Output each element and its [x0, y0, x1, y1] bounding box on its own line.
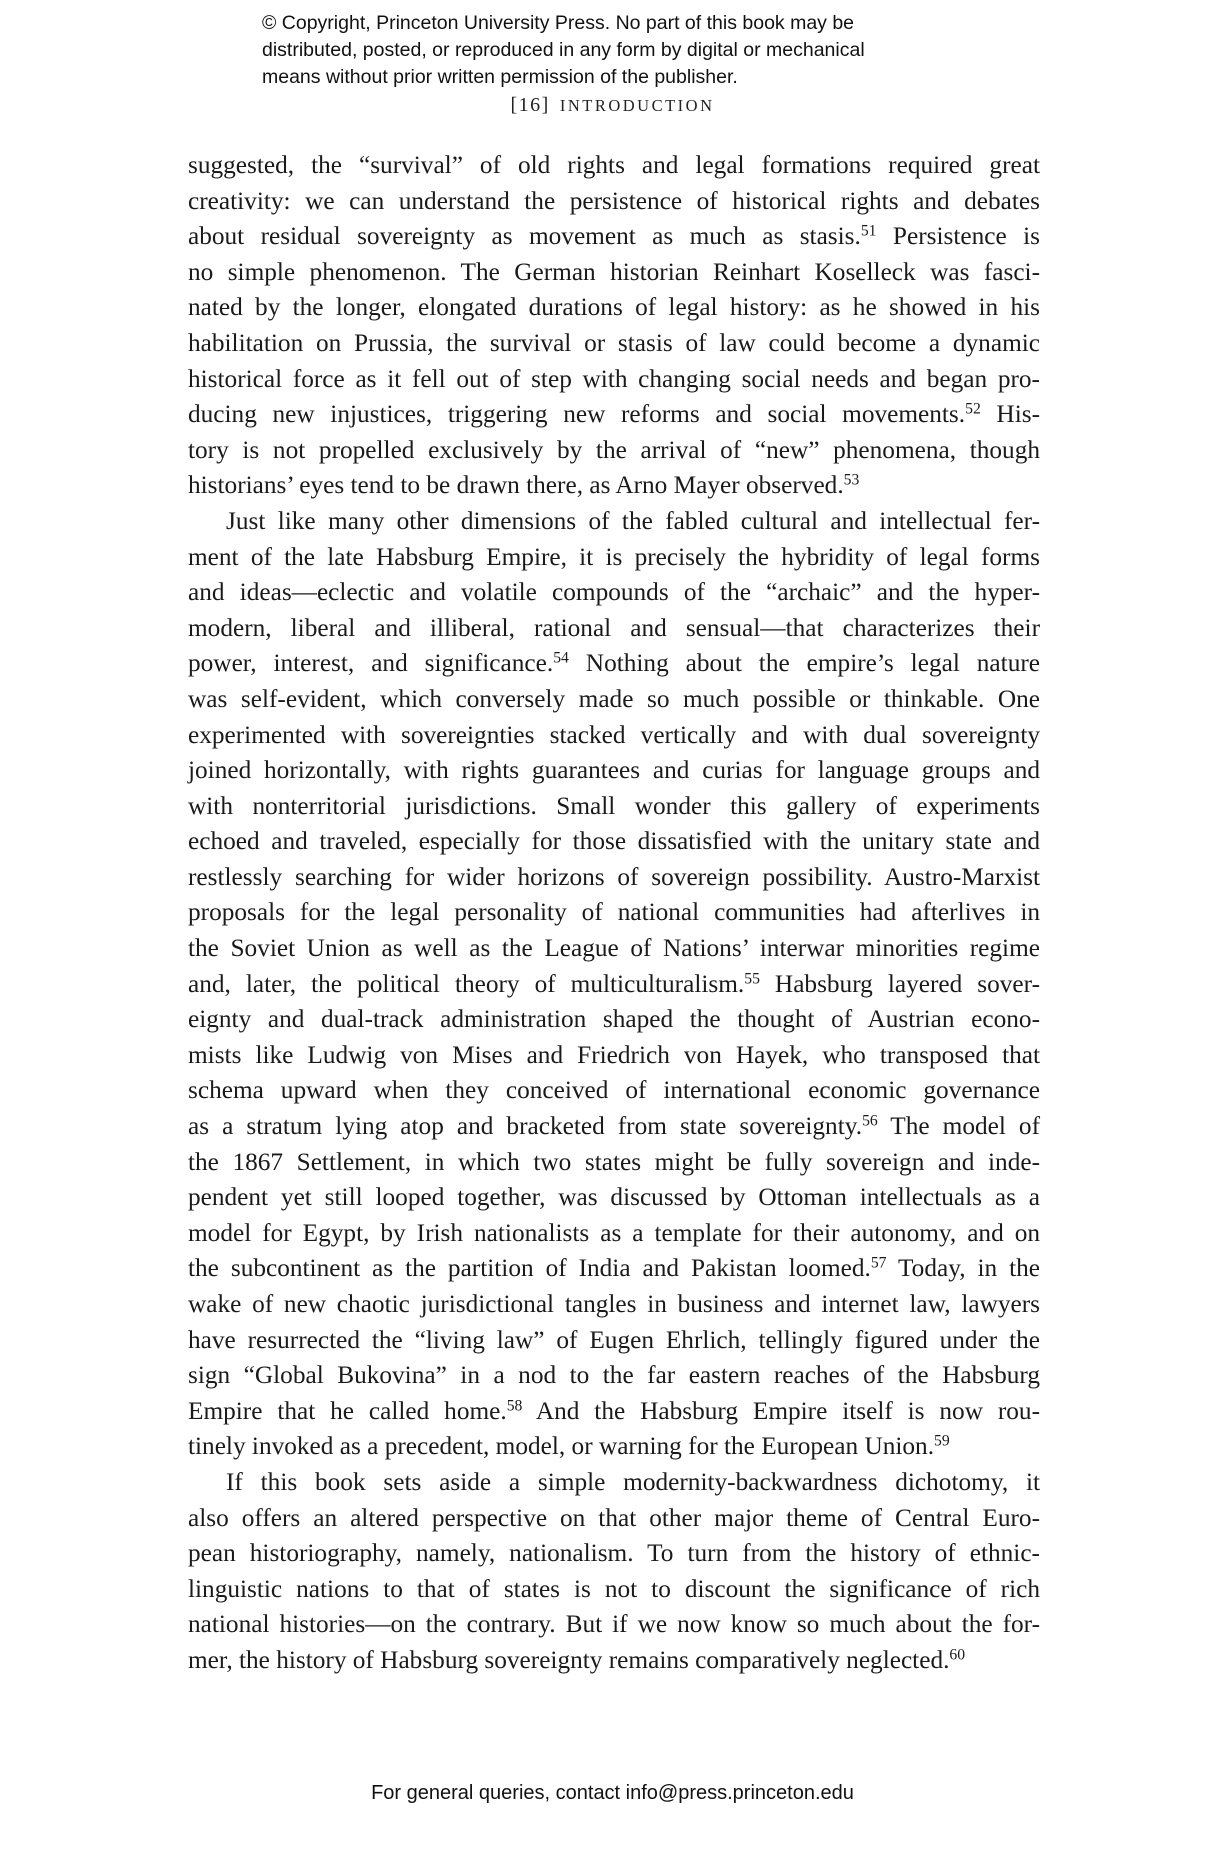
text-line: [188, 433, 1040, 469]
text-line: [188, 362, 1040, 398]
line-text: Just like many other dimensions of the fabled cultural and intellectual fer-: [226, 506, 1040, 535]
line-text: and ideas—eclectic and volatile compounds of the “archaic” and the hyper-: [188, 578, 1040, 607]
line-text: was self-evident, which conversely made so much possible or thinkable. One: [188, 684, 1040, 713]
line-text-after-footnote: The model of: [877, 1112, 1040, 1141]
line-text: wake of new chaotic jurisdictional tangles in business and internet law, lawyers: [188, 1290, 1040, 1318]
footnote-marker[interactable]: 51: [860, 222, 877, 240]
line-text: model for Egypt, by Irish nationalists as a template for their autonomy, and on: [188, 1218, 1040, 1247]
text-line: [188, 575, 1040, 611]
footnote-marker[interactable]: 60: [949, 1646, 966, 1664]
line-text: as a stratum lying atop and bracketed from state sovereignty.: [188, 1112, 863, 1141]
text-line: [188, 1358, 1040, 1394]
text-line: [188, 219, 1040, 255]
line-text: pean historiography, namely, nationalism. To turn from the history of ethnic-: [188, 1539, 1040, 1568]
line-text: nated by the longer, elongated durations of legal history: as he showed in his: [188, 293, 1040, 322]
text-line: [188, 468, 1040, 504]
text-line: [188, 1323, 1040, 1359]
text-line: [188, 718, 1040, 754]
text-line: [188, 646, 1040, 682]
line-text: power, interest, and significance.: [188, 649, 554, 678]
line-text: the 1867 Settlement, in which two states might be fully sovereign and inde-: [188, 1147, 1040, 1176]
line-text: ducing new injustices, triggering new reforms and social movements.: [188, 400, 966, 429]
text-line: [188, 1607, 1040, 1643]
line-text: no simple phenomenon. The German historian Reinhart Koselleck was fasci-: [188, 257, 1040, 286]
text-line: [188, 290, 1040, 326]
line-text: schema upward when they conceived of international economic governance: [188, 1076, 1040, 1105]
text-line: [188, 184, 1040, 220]
text-line: [188, 1465, 1040, 1501]
text-line: [188, 1394, 1040, 1430]
text-line: [188, 1180, 1040, 1216]
footnote-marker[interactable]: 57: [870, 1254, 887, 1272]
line-text: mists like Ludwig von Mises and Friedrich von Hayek, who transposed that: [188, 1040, 1040, 1069]
line-text: modern, liberal and illiberal, rational and sensual—that characterizes their: [188, 613, 1040, 642]
text-line: [188, 1251, 1040, 1287]
text-line: [188, 540, 1040, 576]
text-line: [188, 1038, 1040, 1074]
line-text: If this book sets aside a simple modernity-backwardness dichotomy, it: [226, 1467, 1040, 1496]
text-line: [188, 611, 1040, 647]
line-text: the Soviet Union as well as the League of Nations’ interwar minorities regime: [188, 934, 1040, 963]
text-line: [188, 397, 1040, 433]
text-line: [188, 1501, 1040, 1537]
text-line: [188, 1287, 1040, 1323]
line-text: pendent yet still looped together, was discussed by Ottoman intellectuals as a: [188, 1183, 1040, 1212]
text-line: [188, 1073, 1040, 1109]
line-text: historians’ eyes tend to be drawn there, as Arno Mayer observed.: [188, 471, 844, 500]
copyright-notice: [262, 10, 1022, 91]
text-line: [188, 931, 1040, 967]
line-text-after-footnote: Nothing about the empire’s legal nature: [568, 649, 1040, 678]
text-line: [188, 1536, 1040, 1572]
text-line: [188, 682, 1040, 718]
text-line: [188, 255, 1040, 291]
line-text-after-footnote: Persistence is: [876, 222, 1040, 251]
line-text: echoed and traveled, especially for those dissatisfied with the unitary state and: [188, 827, 1040, 856]
text-line: [188, 504, 1040, 540]
line-text: sign “Global Bukovina” in a nod to the far eastern reaches of the Habsburg: [188, 1361, 1040, 1390]
section-title: INTRODUCTION: [559, 96, 715, 115]
text-line: [188, 1109, 1040, 1145]
copyright-line: © Copyright, Princeton University Press. No part of this book may be: [262, 12, 855, 34]
text-line: [188, 789, 1040, 825]
text-line: [188, 1643, 1040, 1679]
line-text: tory is not propelled exclusively by the arrival of “new” phenomena, though: [188, 435, 1040, 464]
line-text: with nonterritorial jurisdictions. Small wonder this gallery of experiments: [188, 791, 1040, 820]
running-head: [0, 94, 1225, 117]
text-line: [188, 1145, 1040, 1181]
text-line: [188, 895, 1040, 931]
line-text: eignty and dual-track administration shaped the thought of Austrian econo-: [188, 1005, 1040, 1034]
line-text: about residual sovereignty as movement as much as stasis.: [188, 222, 861, 251]
footnote-marker[interactable]: 56: [862, 1112, 878, 1130]
footer-contact: For general queries, contact info@press.princeton.edu: [371, 1782, 854, 1804]
text-line: [188, 753, 1040, 789]
line-text: the subcontinent as the partition of India and Pakistan loomed.: [188, 1254, 871, 1283]
text-line: [188, 967, 1040, 1003]
line-text: experimented with sovereignties stacked vertically and with dual sovereignty: [188, 720, 1040, 749]
text-line: [188, 860, 1040, 896]
line-text: joined horizontally, with rights guarantees and curias for language groups and: [188, 756, 1040, 785]
footnote-marker[interactable]: 59: [934, 1432, 950, 1450]
text-line: [188, 1216, 1040, 1252]
line-text-after-footnote: His-: [980, 400, 1040, 429]
line-text: creativity: we can understand the persistence of historical rights and debates: [188, 186, 1040, 215]
line-text: habilitation on Prussia, the survival or stasis of law could become a dynamic: [188, 328, 1040, 357]
footnote-marker[interactable]: 54: [553, 649, 569, 667]
line-text: have resurrected the “living law” of Eugen Ehrlich, tellingly figured under the: [188, 1325, 1040, 1354]
text-line: [188, 1429, 1040, 1465]
line-text-after-footnote: Habsburg layered sover-: [759, 969, 1040, 998]
footnote-marker[interactable]: 53: [843, 471, 860, 489]
line-text: restlessly searching for wider horizons of sovereign possibility. Austro-Marxist: [188, 862, 1040, 891]
footnote-marker[interactable]: 55: [744, 970, 760, 988]
line-text: suggested, the “survival” of old rights and legal formations required great: [188, 151, 1040, 179]
footnote-marker[interactable]: 58: [506, 1397, 523, 1415]
line-text-after-footnote: And the Habsburg Empire itself is now rou-: [522, 1396, 1040, 1425]
text-line: [188, 326, 1040, 362]
line-text: proposals for the legal personality of national communities had afterlives in: [188, 898, 1040, 927]
line-text: national histories—on the contrary. But if we now know so much about the for-: [188, 1610, 1040, 1639]
line-text: historical force as it fell out of step with changing social needs and began pro-: [188, 364, 1040, 393]
copyright-line: distributed, posted, or reproduced in any form by digital or mechanical: [262, 39, 865, 61]
line-text: and, later, the political theory of multiculturalism.: [188, 969, 745, 998]
line-text: mer, the history of Habsburg sovereignty remains comparatively neglected.: [188, 1645, 950, 1674]
line-text: tinely invoked as a precedent, model, or warning for the European Union.: [188, 1432, 935, 1461]
line-text: Empire that he called home.: [188, 1396, 507, 1425]
body-text: [188, 148, 1040, 1679]
text-line: [188, 1572, 1040, 1608]
text-line: [188, 1002, 1040, 1038]
text-line: [188, 148, 1040, 184]
line-text-after-footnote: Today, in the: [886, 1254, 1041, 1283]
line-text: also offers an altered perspective on that other major theme of Central Euro-: [188, 1503, 1040, 1532]
line-text: ment of the late Habsburg Empire, it is precisely the hybridity of legal forms: [188, 542, 1040, 571]
line-text: linguistic nations to that of states is not to discount the significance of rich: [188, 1574, 1040, 1603]
copyright-line: means without prior written permission of the publisher.: [262, 66, 738, 88]
footnote-marker[interactable]: 52: [965, 400, 981, 418]
page-number: [16]: [510, 94, 550, 116]
text-line: [188, 824, 1040, 860]
